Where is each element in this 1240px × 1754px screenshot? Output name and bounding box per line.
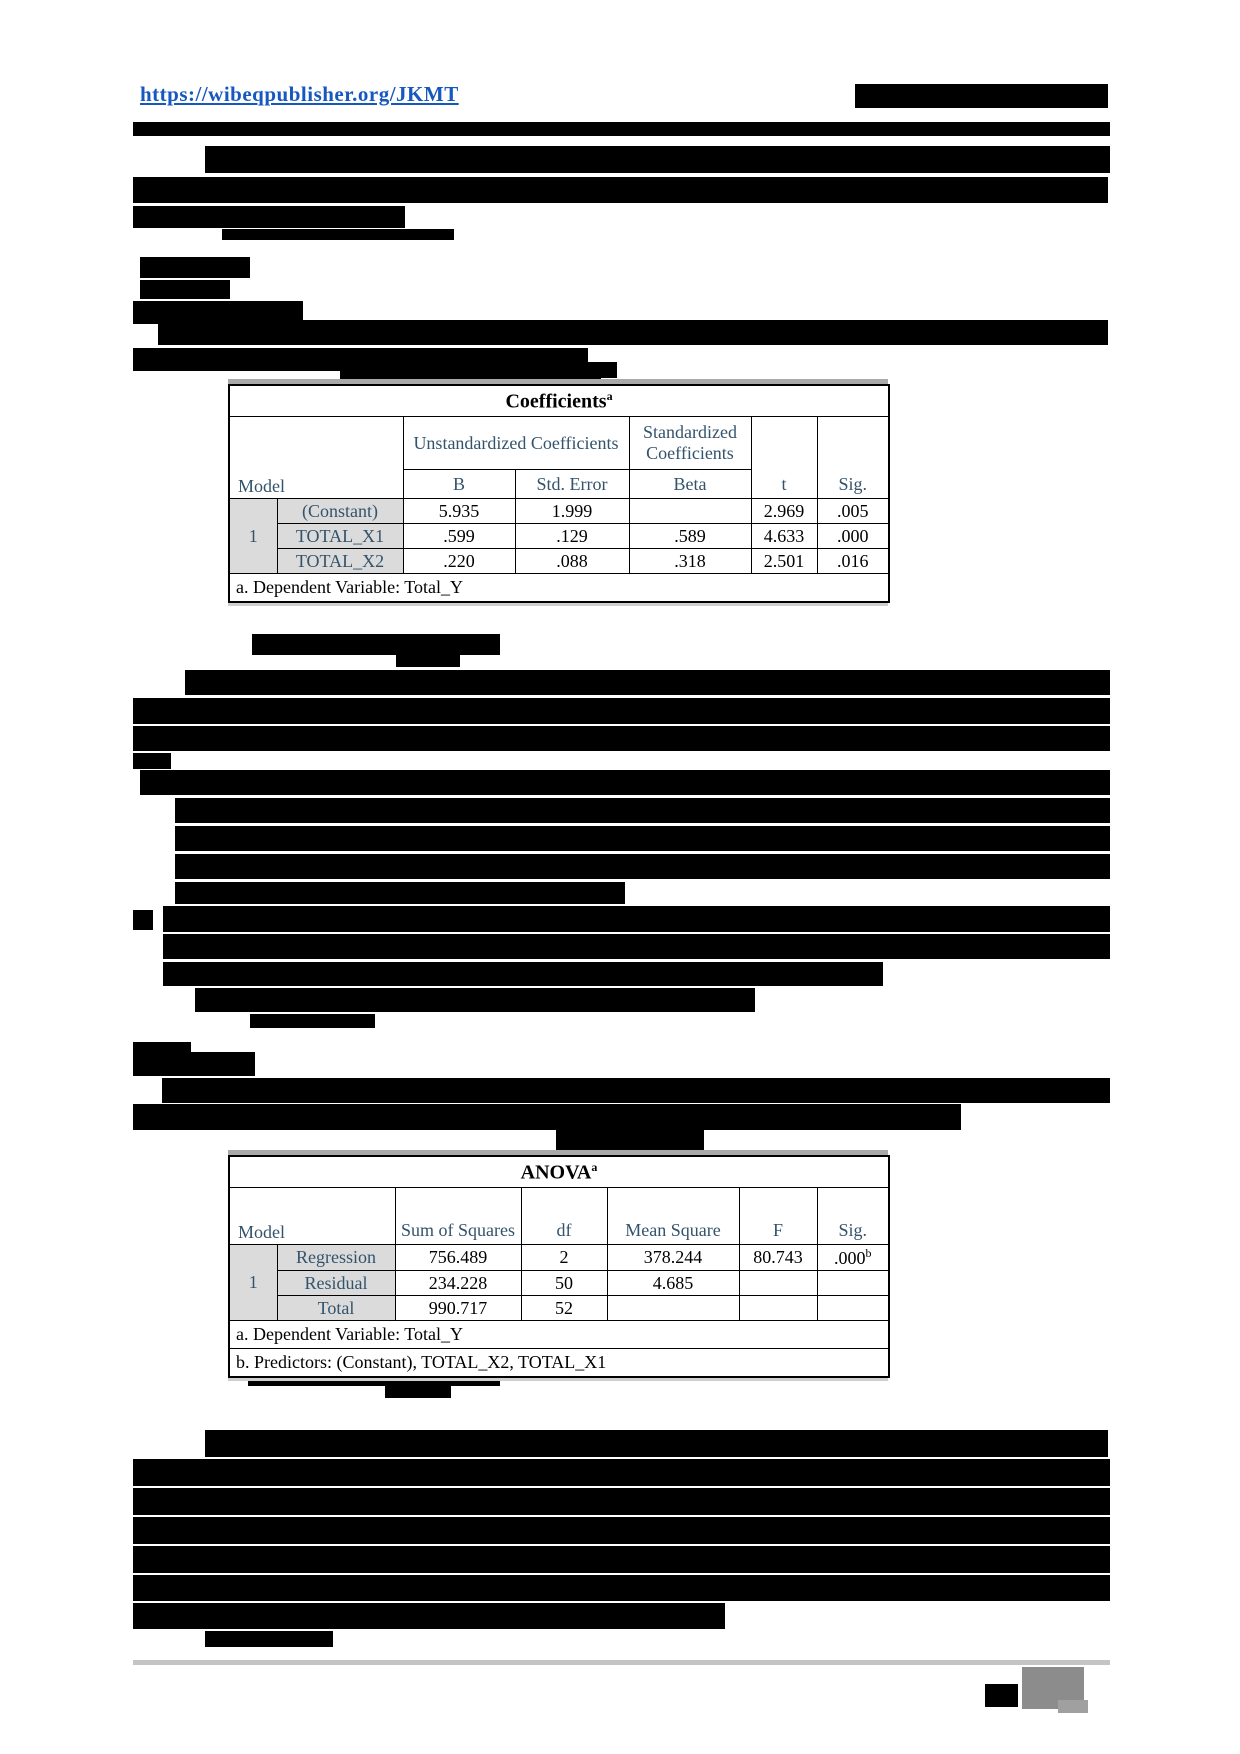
redaction-bar: [163, 934, 1110, 959]
col-header-df: df: [521, 1188, 607, 1245]
redaction-bar: [133, 1517, 1110, 1544]
redaction-bar: [985, 1684, 1018, 1707]
title-superscript: a: [606, 388, 613, 403]
redaction-bar: [133, 1459, 1110, 1486]
cell-f: [739, 1271, 817, 1296]
redaction-bar: [133, 1488, 1110, 1515]
redaction-bar: [133, 1660, 1110, 1665]
cell-sig: .016: [817, 549, 889, 574]
redaction-bar: [505, 362, 617, 378]
table-title-row: [229, 1156, 889, 1188]
table-row: [229, 549, 889, 574]
redaction-bar: [1058, 1700, 1088, 1713]
col-header-mean-square: Mean Square: [607, 1188, 739, 1245]
cell-b: 5.935: [403, 499, 515, 524]
sig-superscript: b: [865, 1246, 872, 1260]
cell-sum-of-squares: 756.489: [395, 1245, 521, 1271]
footnote-row: [229, 1321, 889, 1349]
row-label: (Constant): [277, 499, 403, 524]
redaction-bar: [133, 122, 1110, 136]
header-row: [229, 1188, 889, 1245]
redaction-bar: [250, 1014, 375, 1028]
title-superscript: a: [591, 1159, 598, 1174]
cell-mean-square: 378.244: [607, 1245, 739, 1271]
cell-std-error: .088: [515, 549, 629, 574]
col-header-std-error: Std. Error: [515, 470, 629, 499]
row-label: Residual: [277, 1271, 395, 1296]
redaction-bar: [133, 1603, 725, 1629]
redaction-bar: [133, 177, 1108, 203]
cell-mean-square: [607, 1296, 739, 1321]
col-header-model: Model: [229, 1188, 395, 1245]
col-header-b: B: [403, 470, 515, 499]
redaction-bar: [185, 670, 1110, 695]
redaction-bar: [140, 257, 250, 278]
redaction-bar: [162, 1078, 1110, 1103]
redaction-bar: [175, 854, 1110, 879]
cell-sum-of-squares: 990.717: [395, 1296, 521, 1321]
cell-t: 4.633: [751, 524, 817, 549]
redaction-bar: [133, 1546, 1110, 1573]
redaction-bar: [175, 798, 1110, 823]
title-text: ANOVA: [520, 1161, 592, 1184]
cell-f: [739, 1296, 817, 1321]
redaction-bar: [133, 1575, 1110, 1601]
cell-beta: .589: [629, 524, 751, 549]
cell-sig: [817, 1271, 889, 1296]
model-number-cell: 1: [229, 499, 277, 574]
cell-beta: [629, 499, 751, 524]
header-row-groups: [229, 417, 889, 470]
redaction-bar: [133, 1104, 961, 1130]
cell-t: 2.969: [751, 499, 817, 524]
cell-sig: .000: [817, 524, 889, 549]
sig-value: .000: [834, 1248, 866, 1268]
redaction-bar: [133, 726, 1110, 751]
redaction-bar: [205, 1631, 333, 1647]
anova-footnote-a: a. Dependent Variable: Total_Y: [229, 1321, 889, 1349]
redaction-bar: [222, 229, 454, 240]
cell-mean-square: 4.685: [607, 1271, 739, 1296]
cell-sig: [817, 1296, 889, 1321]
model-number-cell: 1: [229, 1245, 277, 1321]
cell-f: 80.743: [739, 1245, 817, 1271]
coefficients-title: [229, 385, 889, 417]
group-header-standardized: Standardized Coefficients: [629, 417, 751, 470]
redaction-bar: [133, 698, 1110, 724]
redaction-bar: [133, 206, 405, 228]
cell-std-error: 1.999: [515, 499, 629, 524]
col-header-sig: Sig.: [817, 417, 889, 499]
table-row: [229, 1296, 889, 1321]
redaction-bar: [396, 655, 460, 667]
redaction-bar: [175, 826, 1110, 851]
redaction-bar: [133, 1052, 255, 1076]
redaction-bar: [252, 634, 500, 655]
redaction-bar: [855, 84, 1108, 108]
redaction-bar: [385, 1386, 451, 1398]
row-label: Regression: [277, 1245, 395, 1271]
anova-title: [229, 1156, 889, 1188]
redaction-bar: [133, 753, 171, 769]
footnote-row: [229, 574, 889, 603]
cell-sig: [817, 1245, 889, 1271]
cell-df: 2: [521, 1245, 607, 1271]
col-header-t: t: [751, 417, 817, 499]
redaction-bar: [140, 280, 230, 299]
row-label: Total: [277, 1296, 395, 1321]
cell-df: 52: [521, 1296, 607, 1321]
journal-url-link[interactable]: https://wibeqpublisher.org/JKMT: [140, 82, 459, 106]
redaction-bar: [195, 988, 755, 1012]
redaction-bar: [163, 906, 1110, 932]
col-header-beta: Beta: [629, 470, 751, 499]
cell-t: 2.501: [751, 549, 817, 574]
cell-b: .220: [403, 549, 515, 574]
redaction-bar: [205, 1430, 1108, 1457]
coefficients-table-container: [228, 384, 888, 603]
table-row: [229, 1245, 889, 1271]
anova-table-container: [228, 1155, 888, 1378]
redaction-bar: [133, 910, 153, 930]
title-text: Coefficients: [505, 390, 607, 413]
group-header-unstandardized: Unstandardized Coefficients: [403, 417, 629, 470]
coefficients-table: [228, 384, 890, 603]
redaction-bar: [556, 1127, 704, 1151]
col-header-sig: Sig.: [817, 1188, 889, 1245]
redaction-bar: [140, 770, 1110, 795]
cell-sig: .005: [817, 499, 889, 524]
cell-sum-of-squares: 234.228: [395, 1271, 521, 1296]
anova-table: [228, 1155, 890, 1378]
table-row: [229, 1271, 889, 1296]
anova-footnote-b: b. Predictors: (Constant), TOTAL_X2, TOTAL_X1: [229, 1349, 889, 1378]
coefficients-footnote-a: a. Dependent Variable: Total_Y: [229, 574, 889, 603]
redaction-bar: [158, 320, 1108, 345]
row-label: TOTAL_X2: [277, 549, 403, 574]
cell-df: 50: [521, 1271, 607, 1296]
col-header-f: F: [739, 1188, 817, 1245]
cell-beta: .318: [629, 549, 751, 574]
redaction-bar: [205, 146, 1110, 173]
redaction-bar: [163, 962, 883, 986]
redaction-bar: [175, 882, 625, 904]
table-row: [229, 499, 889, 524]
table-row: [229, 524, 889, 549]
col-header-model: Model: [229, 417, 403, 499]
cell-b: .599: [403, 524, 515, 549]
footnote-row: [229, 1349, 889, 1378]
col-header-sum-of-squares: Sum of Squares: [395, 1188, 521, 1245]
row-label: TOTAL_X1: [277, 524, 403, 549]
cell-std-error: .129: [515, 524, 629, 549]
table-title-row: [229, 385, 889, 417]
